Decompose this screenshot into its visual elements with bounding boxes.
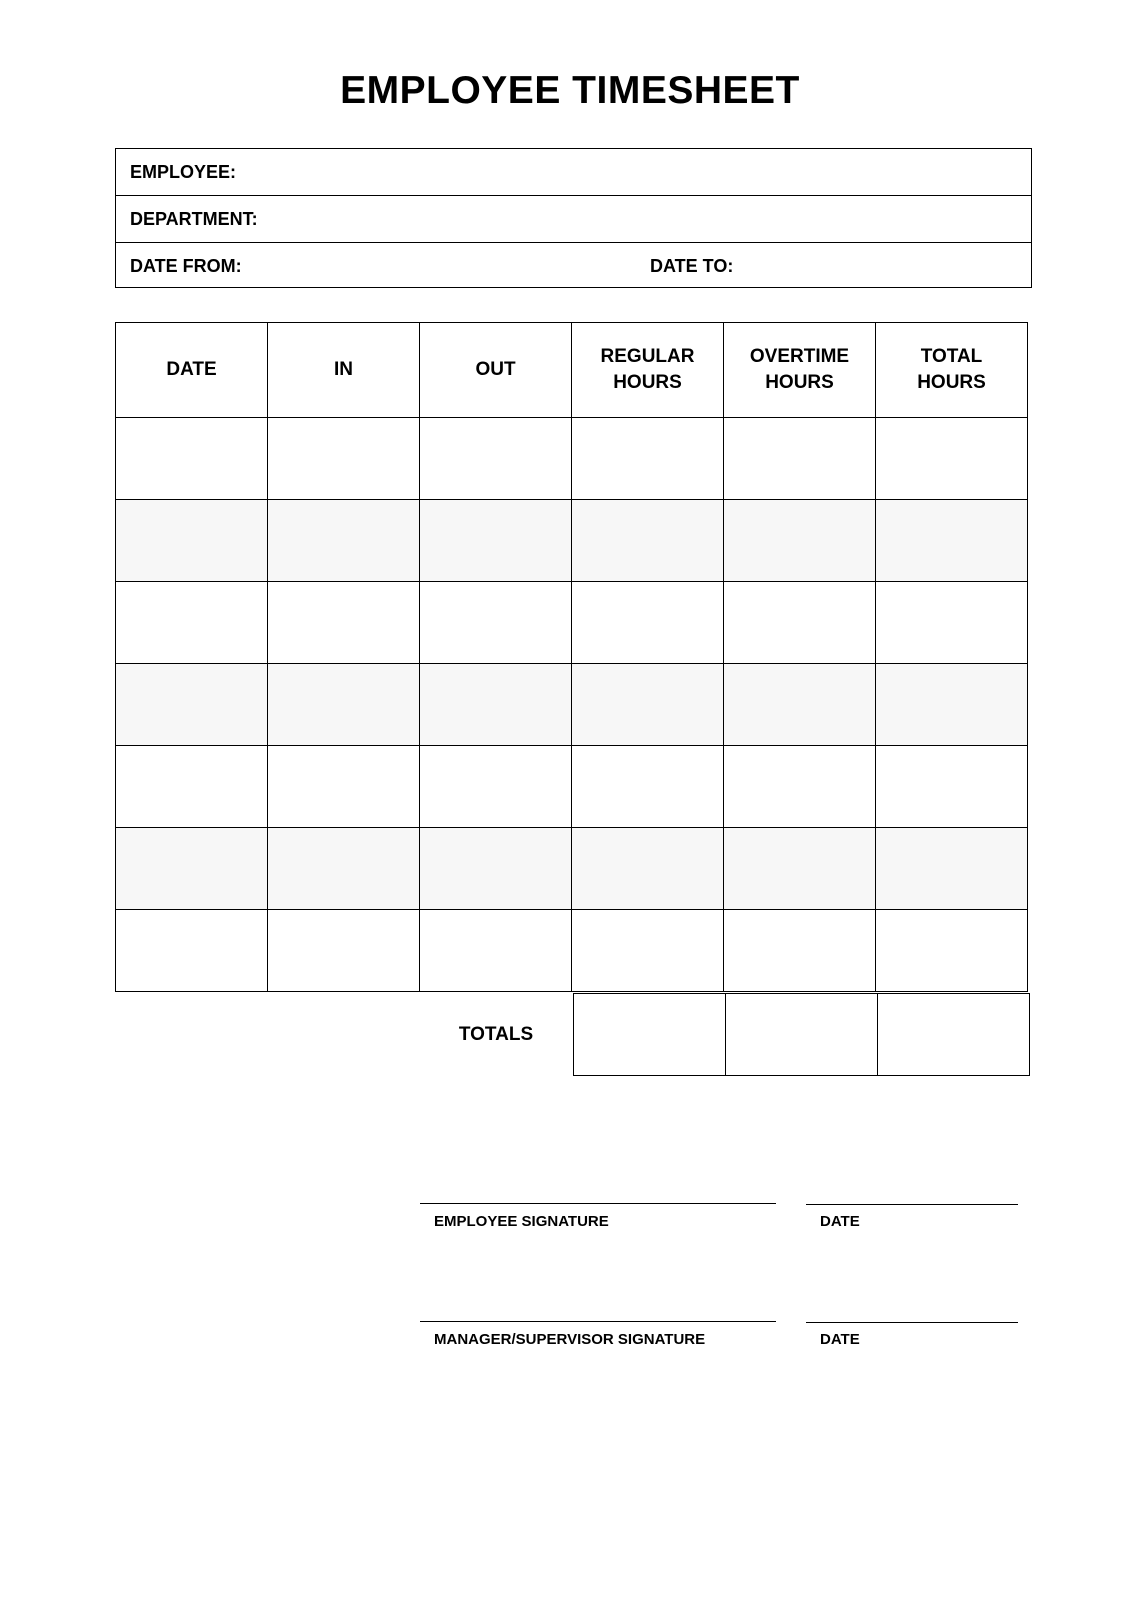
overtime-hours-cell[interactable] bbox=[724, 828, 876, 910]
out-cell[interactable] bbox=[420, 500, 572, 582]
header-date: DATE bbox=[116, 323, 268, 418]
department-row[interactable] bbox=[116, 196, 1031, 243]
regular-hours-cell[interactable] bbox=[572, 418, 724, 500]
out-cell[interactable] bbox=[420, 746, 572, 828]
date-range-row[interactable] bbox=[116, 243, 1031, 290]
total-hours-cell[interactable] bbox=[876, 664, 1028, 746]
manager-signature-label: MANAGER/SUPERVISOR SIGNATURE bbox=[434, 1331, 706, 1348]
date-from-label: DATE FROM: bbox=[130, 256, 242, 276]
manager-date-line[interactable] bbox=[806, 1322, 1018, 1323]
employee-label: EMPLOYEE: bbox=[130, 162, 237, 182]
total-hours-cell[interactable] bbox=[876, 828, 1028, 910]
totals-label: TOTALS bbox=[458, 1024, 534, 1045]
date-cell[interactable] bbox=[116, 418, 268, 500]
totals-row bbox=[573, 993, 1030, 1076]
department-label: DEPARTMENT: bbox=[130, 209, 258, 229]
table-row bbox=[116, 582, 1028, 664]
employee-date-label: DATE bbox=[820, 1213, 860, 1230]
total-overtime-hours-cell[interactable] bbox=[726, 994, 878, 1076]
header-regular-hours: REGULAR HOURS bbox=[572, 323, 724, 418]
date-to-label: DATE TO: bbox=[650, 256, 734, 276]
out-cell[interactable] bbox=[420, 828, 572, 910]
in-cell[interactable] bbox=[268, 582, 420, 664]
total-regular-hours-cell[interactable] bbox=[574, 994, 726, 1076]
in-cell[interactable] bbox=[268, 500, 420, 582]
total-hours-cell[interactable] bbox=[876, 746, 1028, 828]
timesheet-table bbox=[115, 322, 1028, 992]
regular-hours-cell[interactable] bbox=[572, 582, 724, 664]
page-title: EMPLOYEE TIMESHEET bbox=[340, 69, 800, 112]
employee-date-line[interactable] bbox=[806, 1204, 1018, 1205]
header-in: IN bbox=[268, 323, 420, 418]
employee-signature-line[interactable] bbox=[420, 1203, 776, 1204]
table-row bbox=[116, 828, 1028, 910]
overtime-hours-cell[interactable] bbox=[724, 664, 876, 746]
employee-row[interactable] bbox=[116, 149, 1031, 196]
table-row bbox=[116, 664, 1028, 746]
table-row bbox=[116, 910, 1028, 992]
out-cell[interactable] bbox=[420, 664, 572, 746]
regular-hours-cell[interactable] bbox=[572, 664, 724, 746]
in-cell[interactable] bbox=[268, 418, 420, 500]
total-hours-cell[interactable] bbox=[876, 418, 1028, 500]
in-cell[interactable] bbox=[268, 746, 420, 828]
date-cell[interactable] bbox=[116, 664, 268, 746]
regular-hours-cell[interactable] bbox=[572, 746, 724, 828]
employee-info-box bbox=[115, 148, 1032, 288]
total-hours-cell[interactable] bbox=[876, 910, 1028, 992]
date-cell[interactable] bbox=[116, 500, 268, 582]
out-cell[interactable] bbox=[420, 910, 572, 992]
date-cell[interactable] bbox=[116, 910, 268, 992]
date-cell[interactable] bbox=[116, 582, 268, 664]
total-hours-cell[interactable] bbox=[876, 500, 1028, 582]
table-row bbox=[116, 418, 1028, 500]
manager-signature-line[interactable] bbox=[420, 1321, 776, 1322]
overtime-hours-cell[interactable] bbox=[724, 500, 876, 582]
out-cell[interactable] bbox=[420, 418, 572, 500]
in-cell[interactable] bbox=[268, 828, 420, 910]
regular-hours-cell[interactable] bbox=[572, 828, 724, 910]
header-out: OUT bbox=[420, 323, 572, 418]
in-cell[interactable] bbox=[268, 910, 420, 992]
date-cell[interactable] bbox=[116, 828, 268, 910]
table-row bbox=[116, 500, 1028, 582]
table-header-row bbox=[116, 323, 1028, 418]
regular-hours-cell[interactable] bbox=[572, 500, 724, 582]
overtime-hours-cell[interactable] bbox=[724, 746, 876, 828]
total-hours-sum-cell[interactable] bbox=[878, 994, 1030, 1076]
overtime-hours-cell[interactable] bbox=[724, 910, 876, 992]
in-cell[interactable] bbox=[268, 664, 420, 746]
overtime-hours-cell[interactable] bbox=[724, 582, 876, 664]
date-cell[interactable] bbox=[116, 746, 268, 828]
table-row bbox=[116, 746, 1028, 828]
header-total-hours: TOTAL HOURS bbox=[876, 323, 1028, 418]
manager-date-label: DATE bbox=[820, 1331, 860, 1348]
overtime-hours-cell[interactable] bbox=[724, 418, 876, 500]
total-hours-cell[interactable] bbox=[876, 582, 1028, 664]
employee-signature-label: EMPLOYEE SIGNATURE bbox=[434, 1213, 609, 1230]
out-cell[interactable] bbox=[420, 582, 572, 664]
regular-hours-cell[interactable] bbox=[572, 910, 724, 992]
header-overtime-hours: OVERTIME HOURS bbox=[724, 323, 876, 418]
